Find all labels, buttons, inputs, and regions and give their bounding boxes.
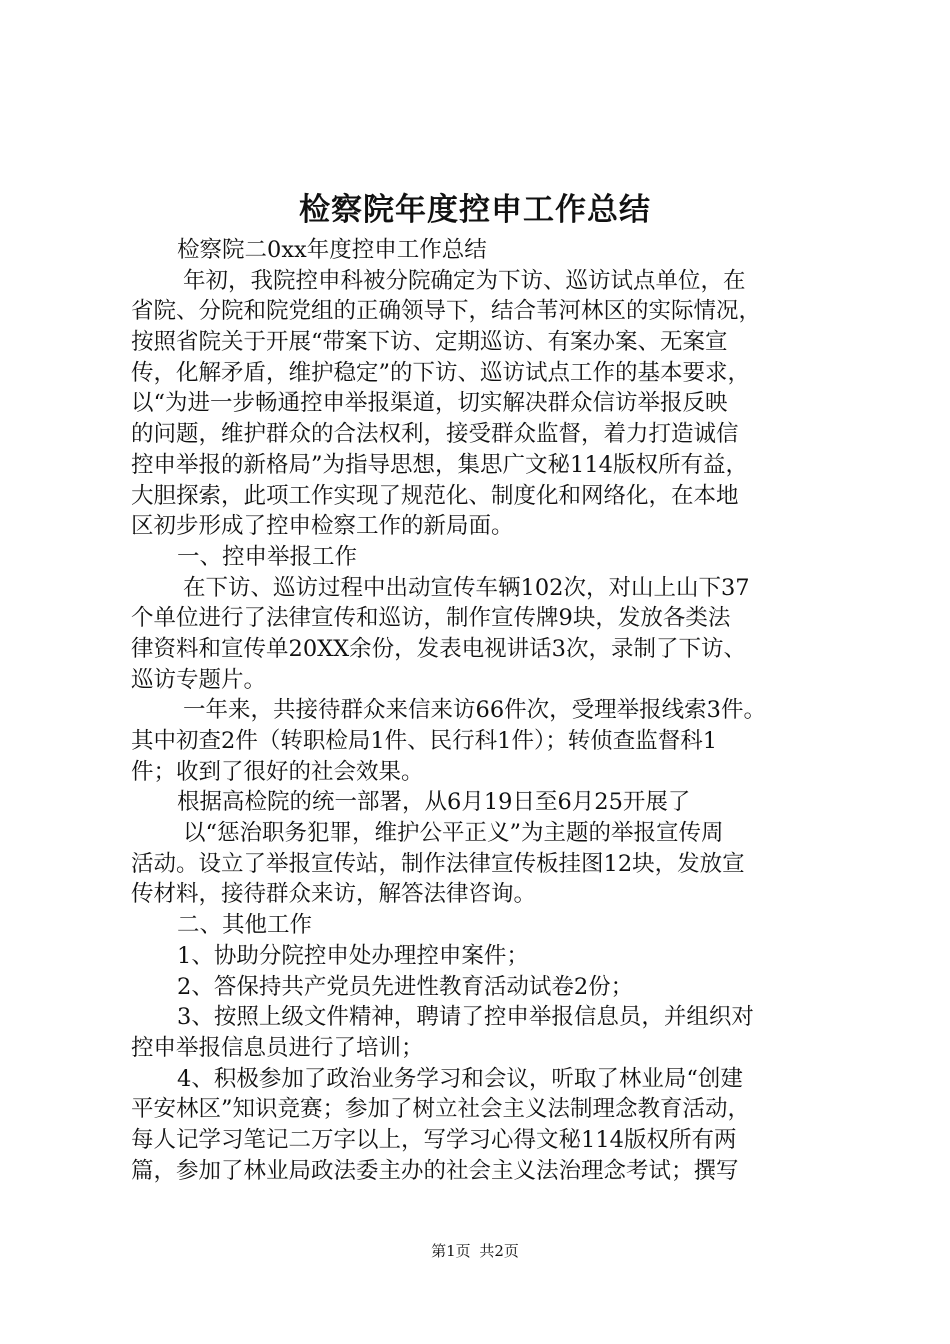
list-item-continuation: 平安林区”知识竞赛；参加了树立社会主义法制理念教育活动，	[131, 1096, 751, 1123]
page-number: 第1页	[431, 1242, 471, 1260]
paragraph-line: 传材料，接待群众来访，解答法律咨询。	[131, 881, 537, 908]
list-item: 2、答保持共产党员先进性教育活动试卷2份；	[177, 973, 634, 1000]
page-footer	[0, 1240, 950, 1261]
paragraph-line: 按照省院关于开展“带案下访、定期巡访、有案办案、无案宣	[131, 329, 728, 356]
paragraph-line: 活动。设立了举报宣传站，制作法律宣传板挂图12块，发放宣	[131, 850, 745, 877]
paragraph-line: 个单位进行了法律宣传和巡访，制作宣传牌9块，发放各类法	[131, 605, 731, 632]
list-item: 1、协助分院控申处办理控申案件；	[177, 942, 529, 969]
document-title: 检察院年度控申工作总结	[299, 192, 651, 228]
paragraph-line: 一年来，共接待群众来信来访66件次，受理举报线索3件。	[183, 697, 766, 724]
list-item-continuation: 篇，参加了林业局政法委主办的社会主义法治理念考试；撰写	[131, 1157, 739, 1184]
paragraph-line: 以“惩治职务犯罪，维护公平正义”为主题的举报宣传周	[183, 820, 724, 847]
list-item-continuation: 控申举报信息员进行了培训；	[131, 1034, 424, 1061]
subtitle-line: 检察院二0xx年度控申工作总结	[177, 237, 487, 263]
page-total: 共2页	[479, 1242, 519, 1260]
paragraph-line: 年初，我院控申科被分院确定为下访、巡访试点单位，在	[183, 267, 746, 294]
paragraph-line: 省院、分院和院党组的正确领导下，结合苇河林区的实际情况，	[131, 298, 762, 325]
paragraph-line: 根据高检院的统一部署，从6月19日至6月25开展了	[177, 789, 691, 816]
paragraph-line: 大胆探索，此项工作实现了规范化、制度化和网络化，在本地	[131, 482, 739, 509]
paragraph-line: 巡访专题片。	[131, 666, 267, 693]
paragraph-line: 的问题，维护群众的合法权利，接受群众监督，着力打造诚信	[131, 421, 739, 448]
paragraph-line: 在下访、巡访过程中出动宣传车辆102次，对山上山下37	[183, 574, 750, 601]
paragraph-line: 律资料和宣传单20XX余份，发表电视讲话3次，录制了下访、	[131, 635, 746, 662]
list-item: 4、积极参加了政治业务学习和会议，听取了林业局“创建	[177, 1065, 743, 1092]
list-item: 3、按照上级文件精神，聘请了控申举报信息员，并组织对	[177, 1004, 754, 1031]
section-heading: 一、控申举报工作	[177, 543, 358, 570]
paragraph-line: 区初步形成了控申检察工作的新局面。	[131, 513, 514, 540]
list-item-continuation: 每人记学习笔记二万字以上，写学习心得文秘114版权所有两	[131, 1126, 737, 1153]
document-body	[131, 235, 831, 1186]
paragraph-line: 其中初查2件（转职检局1件、民行科1件）；转侦查监督科1	[131, 728, 718, 754]
paragraph-line: 控申举报的新格局”为指导思想，集思广文秘114版权所有益，	[131, 451, 748, 478]
paragraph-line: 以“为进一步畅通控申举报渠道，切实解决群众信访举报反映	[131, 390, 728, 417]
paragraph-line: 件；收到了很好的社会效果。	[131, 758, 424, 785]
paragraph-line: 传，化解矛盾，维护稳定”的下访、巡访试点工作的基本要求，	[131, 359, 751, 386]
section-heading: 二、其他工作	[177, 912, 313, 939]
